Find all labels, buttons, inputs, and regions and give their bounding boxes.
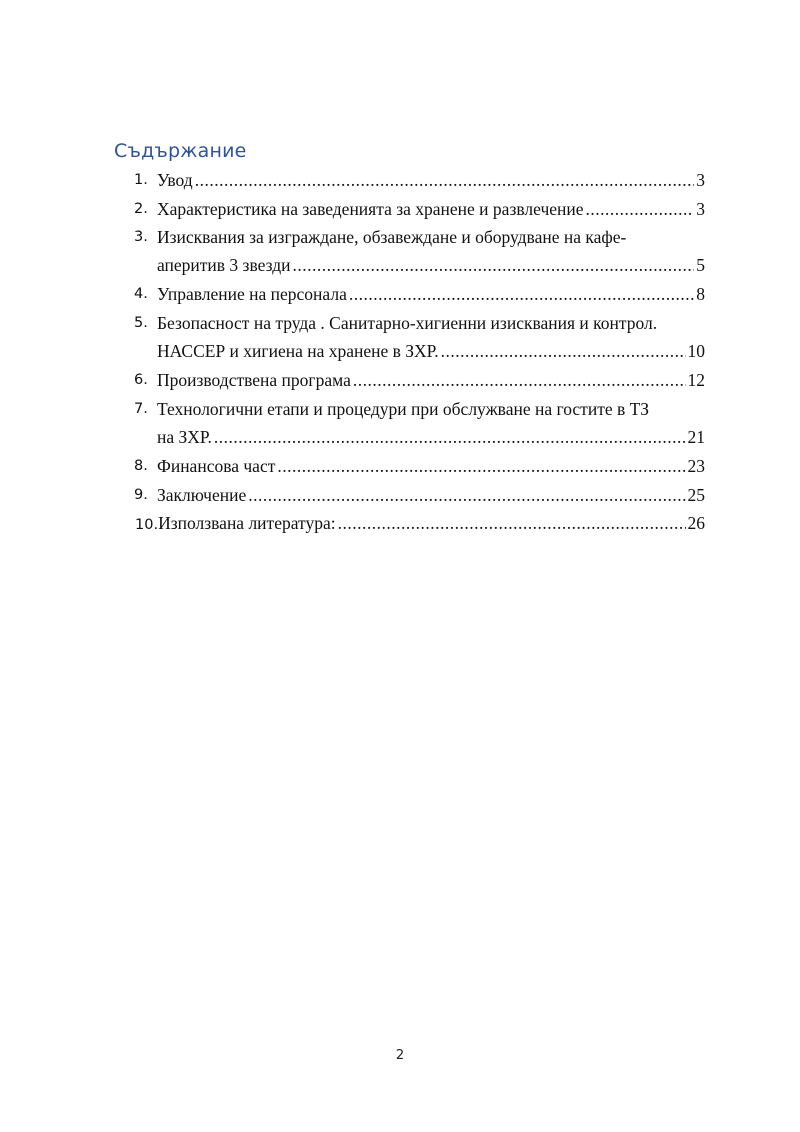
toc-leader-dots <box>586 196 695 222</box>
toc-entry-number: 3. <box>134 229 148 245</box>
toc-entry[interactable] <box>0 310 800 336</box>
toc-entry-page: 23 <box>687 456 705 476</box>
toc-entry[interactable] <box>0 167 800 193</box>
toc-entry-page: 5 <box>696 255 705 275</box>
toc-entry-row <box>157 252 705 278</box>
toc-entry-number: 4. <box>134 286 148 302</box>
toc-entry[interactable] <box>0 224 800 250</box>
toc-leader-dots <box>353 367 686 393</box>
toc-leader-dots <box>277 453 685 479</box>
toc-entry[interactable] <box>0 367 800 393</box>
toc-entry-number: 8. <box>134 458 148 474</box>
toc-leader-dots <box>349 281 694 307</box>
toc-entry-number: 6. <box>134 372 148 388</box>
toc-entry-number: 9. <box>134 487 148 503</box>
toc-entry-title: Използвана литература: <box>158 513 336 533</box>
toc-entry[interactable] <box>0 281 800 307</box>
toc-entry-row <box>157 338 705 364</box>
toc-entry-title: аперитив 3 звезди <box>157 255 291 275</box>
toc-entry-title: НАССЕР и хигиена на хранене в ЗХР. <box>157 341 439 361</box>
toc-entry-row <box>157 424 705 450</box>
toc-entry[interactable] <box>0 396 800 422</box>
toc-entry-number: 2. <box>134 201 148 217</box>
toc-leader-dots <box>292 252 694 278</box>
toc-entry-title-line1: Технологични етапи и процедури при обслужване на гостите в ТЗ <box>157 399 650 419</box>
toc-entry[interactable] <box>0 510 800 536</box>
toc-entry-row <box>157 453 705 479</box>
toc-entry-continuation[interactable] <box>0 338 800 364</box>
toc-entry-page: 10 <box>687 341 705 361</box>
toc-entry-page: 25 <box>687 485 705 505</box>
page-number: 2 <box>395 1048 405 1063</box>
toc-entry-row <box>135 510 705 536</box>
toc-leader-dots <box>248 482 685 508</box>
toc-entry-page: 3 <box>696 199 705 219</box>
toc-entry-title-line1: Безопасност на труда . Санитарно-хигиенни изисквания и контрол. <box>157 313 658 333</box>
toc-entry-title: Производствена програма <box>157 370 351 390</box>
toc-entry[interactable] <box>0 196 800 222</box>
toc-entry-page: 8 <box>696 284 705 304</box>
toc-entry-title: Характеристика на заведенията за хранене и развлечение <box>157 199 584 219</box>
toc-leader-dots <box>441 338 686 364</box>
toc-heading: Съдържание <box>114 140 247 162</box>
toc-entry-page: 26 <box>687 513 705 533</box>
toc-leader-dots <box>214 424 686 450</box>
toc-entry-number: 7. <box>134 401 148 417</box>
toc-entry-number: 5. <box>134 315 148 331</box>
toc-entry-number: 1. <box>134 172 148 188</box>
toc-entry-number: 10. <box>135 517 159 533</box>
toc-entry[interactable] <box>0 482 800 508</box>
toc-entry[interactable] <box>0 453 800 479</box>
toc-entry-title: Увод <box>157 170 193 190</box>
toc-entry-title: Управление на персонала <box>157 284 347 304</box>
toc-entry-row <box>157 281 705 307</box>
toc-entry-row <box>157 167 705 193</box>
toc-entry-page: 21 <box>687 427 705 447</box>
toc-entry-title-line1: Изисквания за изграждане, обзавеждане и оборудване на кафе- <box>157 227 627 247</box>
toc-leader-dots <box>195 167 695 193</box>
toc-entry-row <box>157 482 705 508</box>
toc-entry-row <box>157 196 705 222</box>
toc-leader-dots <box>338 510 686 536</box>
toc-entry-page: 12 <box>687 370 705 390</box>
toc-entry-page: 3 <box>696 170 705 190</box>
toc-entry-title: Заключение <box>157 485 247 505</box>
toc-entry-title: на ЗХР. <box>157 427 212 447</box>
toc-entry-continuation[interactable] <box>0 424 800 450</box>
toc-entry-continuation[interactable] <box>0 252 800 278</box>
toc-entry-title: Финансова част <box>157 456 276 476</box>
toc-entry-row <box>157 367 705 393</box>
